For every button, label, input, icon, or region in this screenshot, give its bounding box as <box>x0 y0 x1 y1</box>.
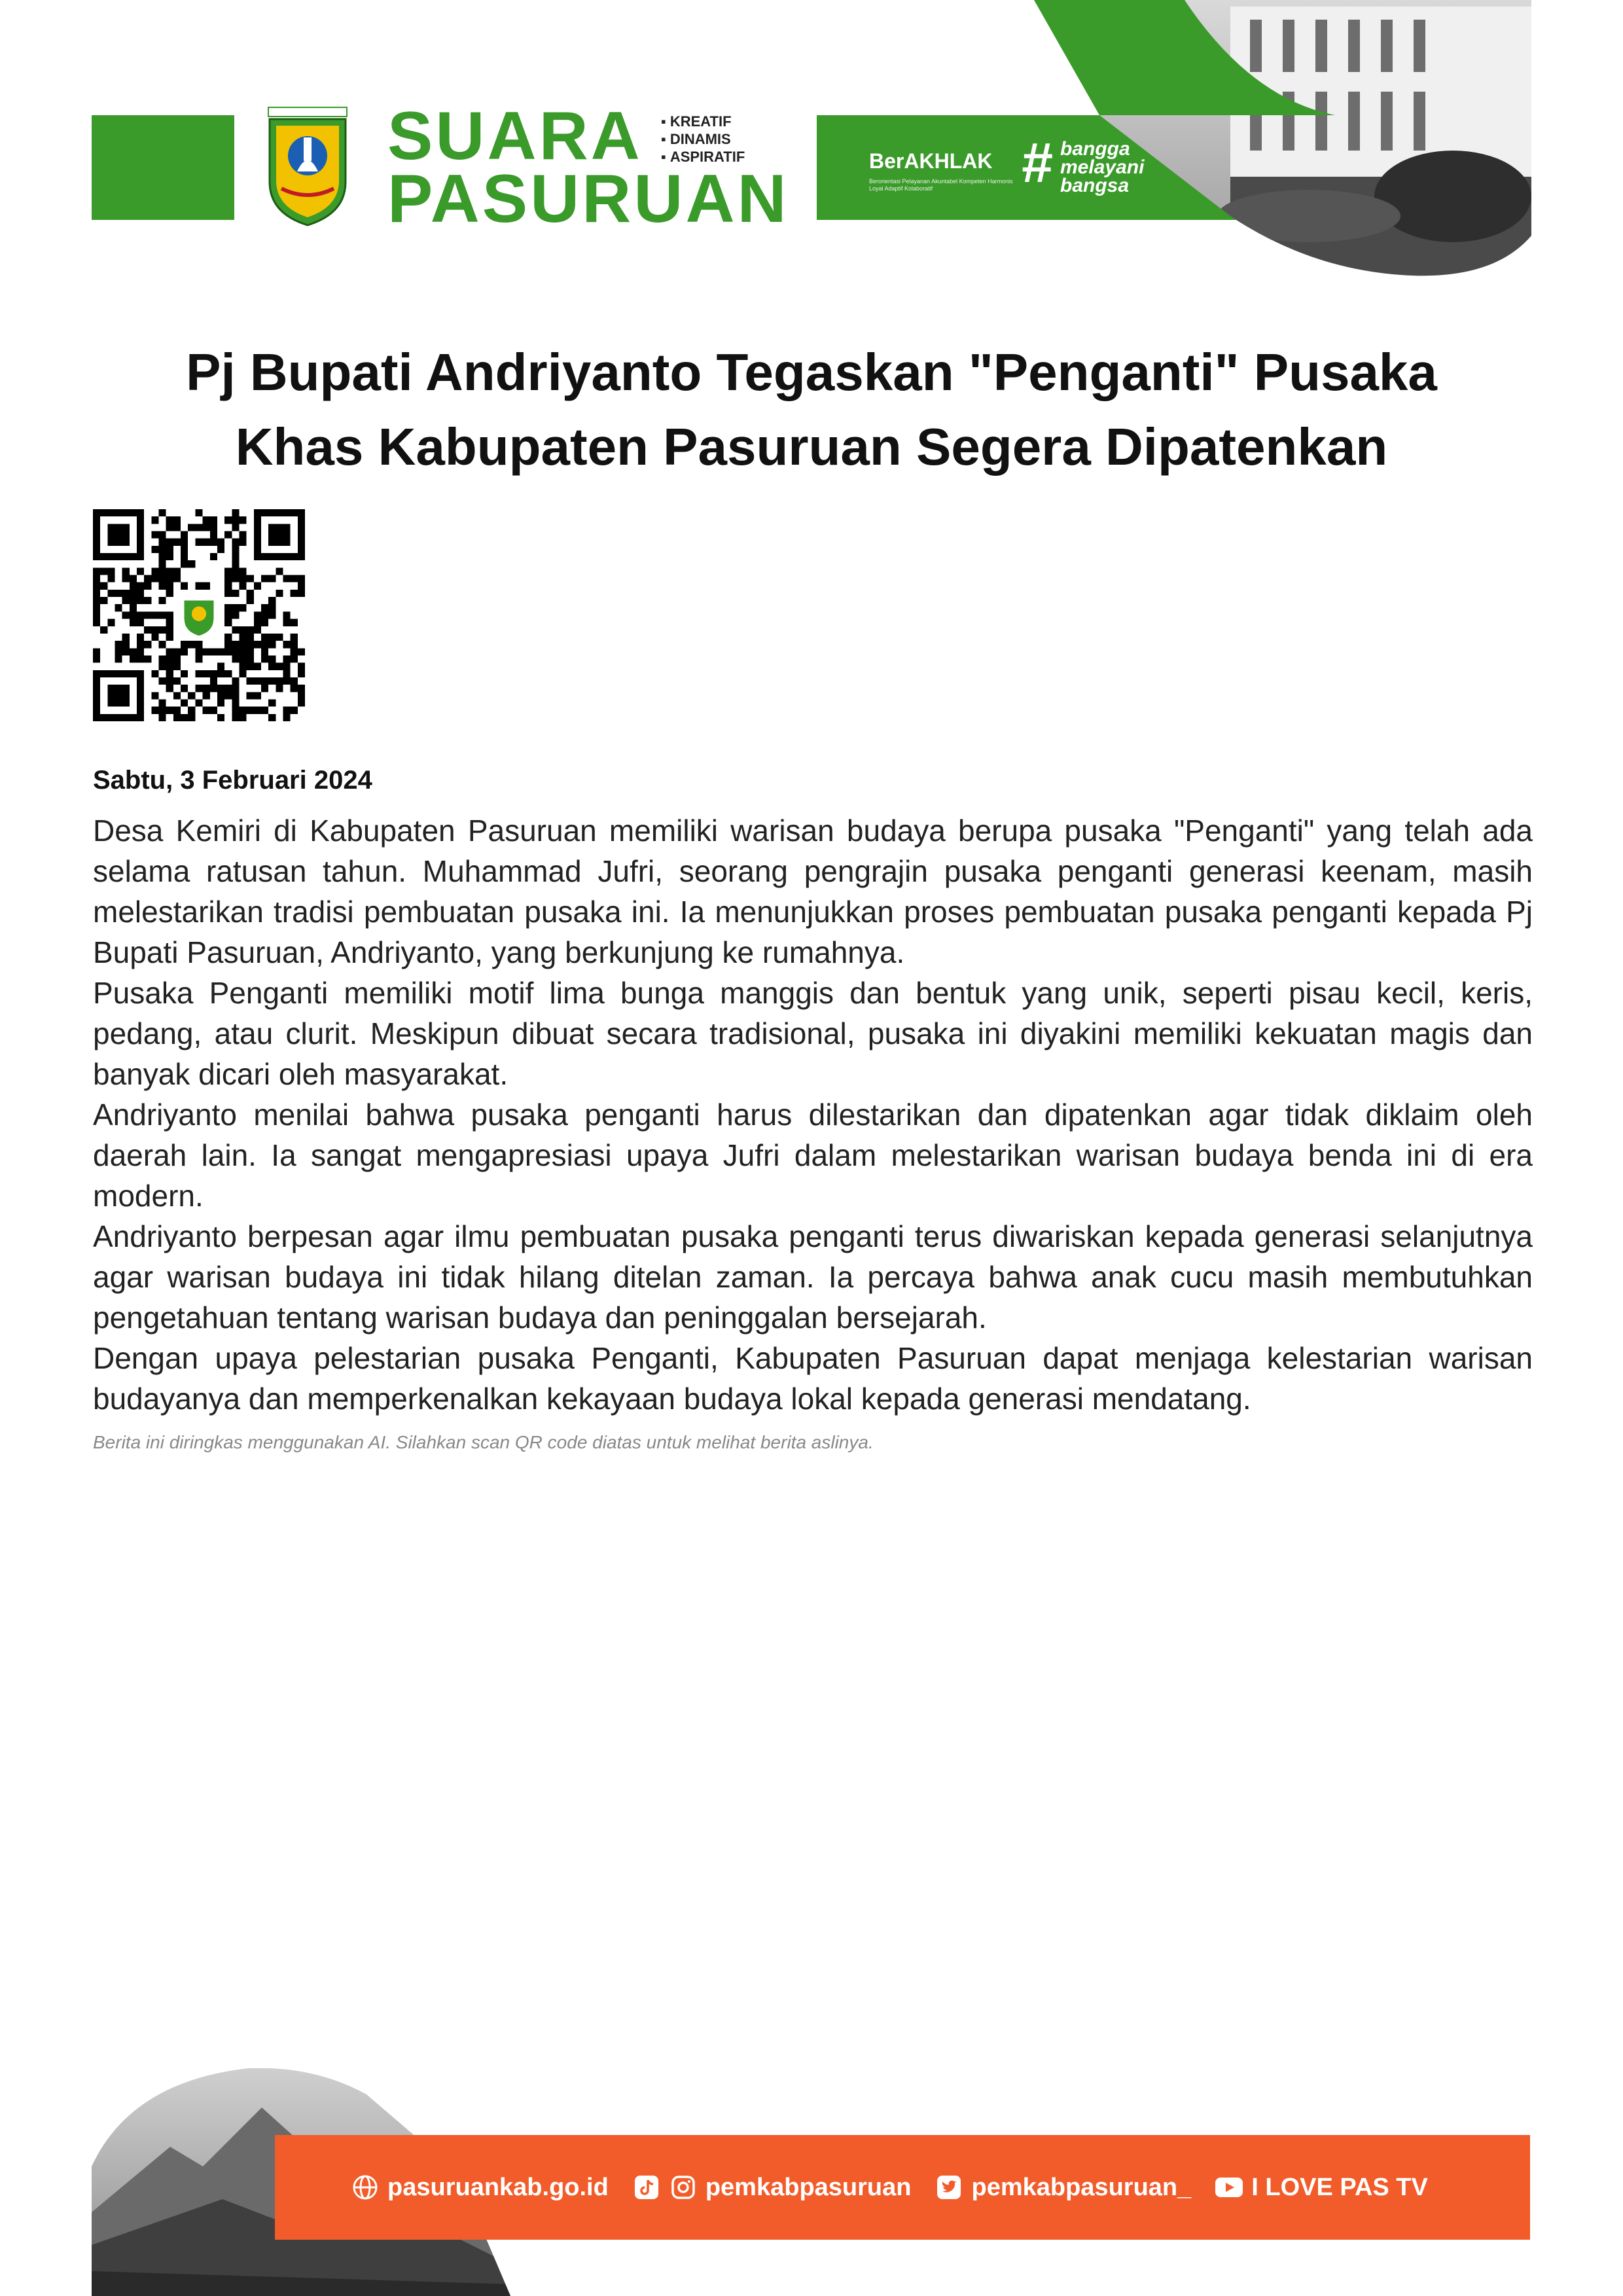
footer-website-link[interactable] <box>351 2173 609 2202</box>
article-title-line-1: Pj Bupati Andriyanto Tegaskan "Penganti" Pusaka <box>186 343 1437 401</box>
article-paragraph: Dengan upaya pelestarian pusaka Penganti, Kabupaten Pasuruan dapat menjaga kelestarian warisan budayanya dan memperkenalkan kekayaan budaya lokal kepada generasi mendatang. <box>93 1341 1533 1416</box>
article-title <box>105 335 1518 484</box>
qr-code-icon[interactable] <box>93 509 305 721</box>
ai-summary-note: Berita ini diringkas menggunakan AI. Silahkan scan QR code diatas untuk melihat berita aslinya. <box>93 1432 874 1452</box>
article-date: Sabtu, 3 Februari 2024 <box>93 766 372 795</box>
instagram-icon <box>669 2173 698 2202</box>
twitter-icon <box>935 2173 963 2202</box>
tagline-item: ▪ KREATIF <box>661 113 745 130</box>
footer-youtube-link[interactable] <box>1215 2173 1428 2202</box>
berakhlak-logo: BerAKHLAK <box>869 149 993 173</box>
brand-line-1: SUARA <box>387 98 643 174</box>
slogan-bangga-melayani-bangsa: bangga melayani bangsa <box>1060 138 1145 196</box>
berakhlak-subtext: Berorientasi Pelayanan Akuntabel Kompeten Harmonis Loyal Adaptif Kolaboratif <box>869 178 1013 192</box>
footer-social-links <box>351 2168 1452 2207</box>
footer-twitter-link[interactable] <box>935 2173 1191 2202</box>
header-accent-bar <box>92 115 234 220</box>
tagline-item: ▪ DINAMIS <box>661 130 745 148</box>
brand-line-2: PASURUAN <box>387 161 789 237</box>
footer-tiktok-instagram-text: pemkabpasuruan <box>705 2173 912 2201</box>
footer-tiktok-instagram-link[interactable] <box>632 2173 912 2202</box>
brand-tagline <box>661 113 745 166</box>
youtube-icon <box>1215 2173 1243 2202</box>
globe-icon <box>351 2173 380 2202</box>
article-paragraph: Desa Kemiri di Kabupaten Pasuruan memiliki warisan budaya berupa pusaka "Penganti" yang telah ada selama ratusan tahun. Muhammad Jufri, seorang pengrajin pusaka penganti generasi keenam, masih melestarikan tradisi pembuatan pusaka ini. Ia menunjukkan proses pembuatan pusaka penganti kepada Pj Bupati Pasuruan, Andriyanto, yang berkunjung ke rumahnya. <box>93 814 1533 969</box>
emblem-icon <box>262 103 353 228</box>
article-title-line-2: Khas Kabupaten Pasuruan Segera Dipatenkan <box>235 418 1388 476</box>
tagline-item: ▪ ASPIRATIF <box>661 148 745 166</box>
footer-website-text: pasuruankab.go.id <box>387 2173 609 2201</box>
article-body <box>93 810 1533 1419</box>
footer-twitter-text: pemkabpasuruan_ <box>971 2173 1192 2201</box>
footer-youtube-text: I LOVE PAS TV <box>1251 2173 1428 2201</box>
article-paragraph: Andriyanto menilai bahwa pusaka penganti harus dilestarikan dan dipatenkan agar tidak diklaim oleh daerah lain. Ia sangat mengapresiasi upaya Jufri dalam melestarikan warisan budaya benda ini di era modern. <box>93 1098 1533 1213</box>
article-paragraph: Andriyanto berpesan agar ilmu pembuatan pusaka penganti terus diwariskan kepada generasi selanjutnya agar warisan budaya ini tidak hilang ditelan zaman. Ia percaya bahwa anak cucu masih membutuhkan pengetahuan tentang warisan budaya dan peninggalan bersejarah. <box>93 1219 1533 1335</box>
hashtag-icon: # <box>1021 132 1052 194</box>
article-paragraph: Pusaka Penganti memiliki motif lima bunga manggis dan bentuk yang unik, seperti pisau kecil, keris, pedang, atau clurit. Meskipun dibuat secara tradisional, pusaka ini diyakini memiliki kekuatan magis dan banyak dicari oleh masyarakat. <box>93 976 1533 1091</box>
tiktok-icon <box>632 2173 661 2202</box>
